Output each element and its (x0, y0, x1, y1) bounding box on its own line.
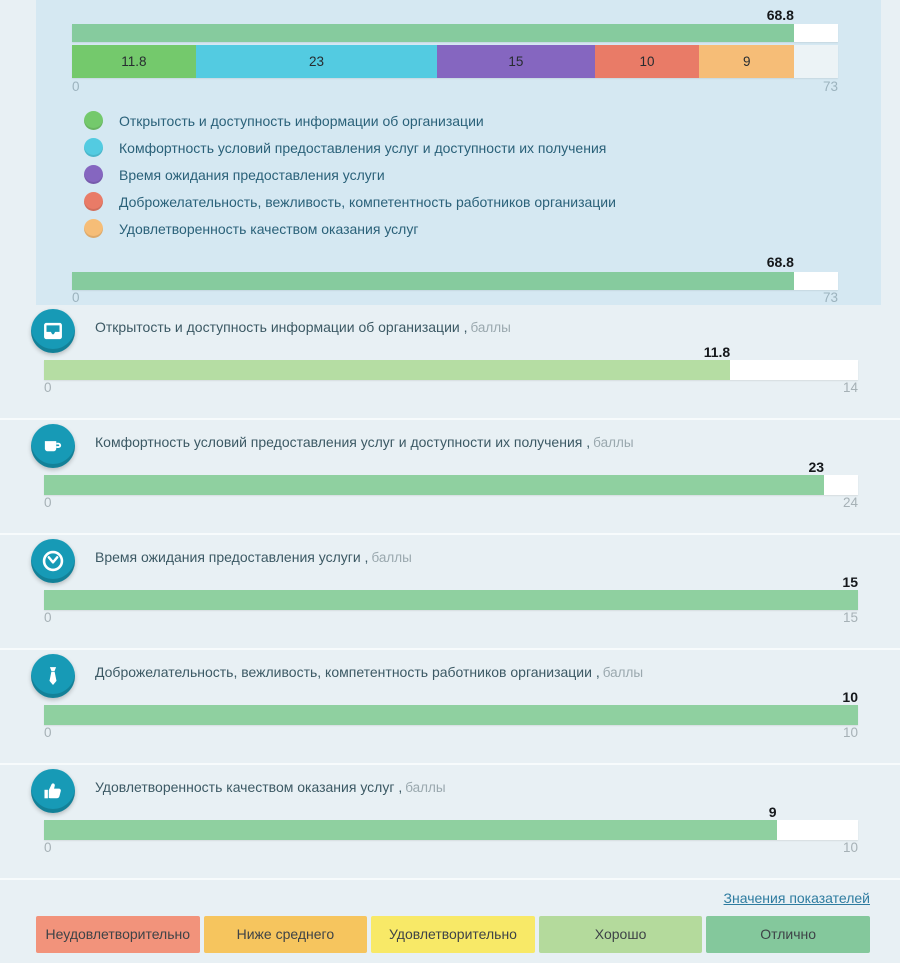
total-score-bottom-bar (72, 272, 838, 290)
stack-segment-openness: 11.8 (72, 45, 196, 78)
metric-title (95, 664, 858, 681)
legend-dot-salmon (84, 192, 103, 211)
axis-min-label: 0 (72, 290, 80, 305)
metric-section-satisfaction (0, 765, 900, 880)
metric-axis (44, 610, 858, 626)
legend-dot-green (84, 111, 103, 130)
legend-label: Открытость и доступность информации об организации (119, 112, 484, 129)
metric-value: 23 (808, 459, 825, 475)
metric-title-text: Время ожидания предоставления услуги , (95, 549, 369, 565)
axis-max-label: 14 (842, 380, 858, 395)
metric-unit: баллы (593, 435, 634, 450)
metric-title-text: Открытость и доступность информации об организации , (95, 319, 468, 335)
metric-unit: баллы (371, 550, 412, 565)
tie-icon (31, 654, 75, 698)
legend-item-satisfaction (84, 215, 838, 242)
metric-bar-fill (44, 360, 730, 380)
axis-min-label: 0 (72, 79, 80, 94)
stack-segment-comfort: 23 (196, 45, 437, 78)
metric-section-comfort (0, 420, 900, 535)
axis-min-label: 0 (44, 840, 52, 855)
clock-icon (31, 539, 75, 583)
metric-title (95, 549, 858, 566)
axis-max-label: 73 (822, 79, 838, 94)
metric-bar (44, 475, 858, 495)
metric-section-waiting-time (0, 535, 900, 650)
legend (72, 107, 838, 242)
metric-section-goodwill (0, 650, 900, 765)
total-score-bottom (72, 254, 838, 305)
axis-max-label: 10 (842, 725, 858, 740)
metric-title-text: Удовлетворенность качеством оказания услуг , (95, 779, 403, 795)
metric-axis (44, 380, 858, 396)
thumbs-up-icon (31, 769, 75, 813)
stack-segment-waiting-time: 15 (437, 45, 594, 78)
metric-value: 11.8 (703, 344, 731, 360)
legend-item-waiting-time (84, 161, 838, 188)
stacked-bar-axis (72, 79, 838, 95)
axis-max-label: 10 (842, 840, 858, 855)
total-bottom-axis (72, 291, 838, 305)
cup-icon (31, 424, 75, 468)
legend-dot-cyan (84, 138, 103, 157)
axis-max-label: 24 (842, 495, 858, 510)
stack-segment-satisfaction: 9 (699, 45, 793, 78)
total-score-value: 68.8 (766, 7, 794, 23)
total-score-bottom-bar-fill (72, 272, 794, 290)
metric-unit: баллы (602, 665, 644, 680)
legend-dot-purple (84, 165, 103, 184)
axis-max-label: 73 (822, 290, 838, 305)
total-score-bar-fill (72, 24, 794, 42)
metric-axis (44, 840, 858, 856)
legend-dot-orange (84, 219, 103, 238)
rating-scale (36, 916, 870, 953)
axis-min-label: 0 (44, 380, 52, 395)
footer-link-row (0, 880, 900, 916)
metric-value: 9 (768, 804, 777, 820)
metric-bar (44, 360, 858, 380)
metric-title-text: Доброжелательность, вежливость, компетентность работников организации , (95, 664, 600, 680)
scale-segment-satisfactory: Удовлетворительно (371, 916, 535, 953)
metric-bar (44, 820, 858, 840)
total-score-bar (72, 24, 838, 42)
component-stacked-bar (72, 45, 838, 78)
legend-item-openness (84, 107, 838, 134)
metric-title (95, 779, 858, 796)
stack-segment-goodwill: 10 (595, 45, 700, 78)
metric-value: 10 (842, 689, 858, 705)
legend-item-comfort (84, 134, 838, 161)
legend-label: Удовлетворенность качеством оказания услуг (119, 220, 419, 237)
metric-unit: баллы (405, 780, 446, 795)
legend-item-goodwill (84, 188, 838, 215)
scale-segment-unsatisfactory: Неудовлетворительно (36, 916, 200, 953)
legend-label: Доброжелательность, вежливость, компетентность работников организации (119, 193, 616, 210)
metric-bar-fill (44, 475, 824, 495)
metric-bar (44, 705, 858, 725)
axis-max-label: 15 (842, 610, 858, 625)
legend-label: Комфортность условий предоставления услуг и доступности их получения (119, 139, 607, 156)
total-score-value-row (72, 6, 838, 24)
score-summary-panel (36, 0, 881, 305)
metric-bar-fill (44, 590, 858, 610)
metric-value: 15 (842, 574, 858, 590)
total-score-bottom-value: 68.8 (766, 254, 794, 270)
metric-title (95, 434, 858, 451)
indicator-values-link[interactable]: Значения показателей (723, 890, 870, 906)
axis-min-label: 0 (44, 495, 52, 510)
scale-segment-excellent: Отлично (706, 916, 870, 953)
metric-section-openness (0, 305, 900, 420)
metric-title (95, 319, 858, 336)
legend-label: Время ожидания предоставления услуги (119, 166, 385, 183)
axis-min-label: 0 (44, 725, 52, 740)
metric-bar (44, 590, 858, 610)
monitor-icon (31, 309, 75, 353)
axis-min-label: 0 (44, 610, 52, 625)
metric-title-text: Комфортность условий предоставления услуг и доступности их получения , (95, 434, 591, 450)
scale-segment-below-average: Ниже среднего (204, 916, 368, 953)
metric-axis (44, 725, 858, 741)
metric-unit: баллы (470, 320, 511, 335)
metric-bar-fill (44, 820, 777, 840)
metric-bar-fill (44, 705, 858, 725)
metric-axis (44, 495, 858, 511)
scale-segment-good: Хорошо (539, 916, 703, 953)
